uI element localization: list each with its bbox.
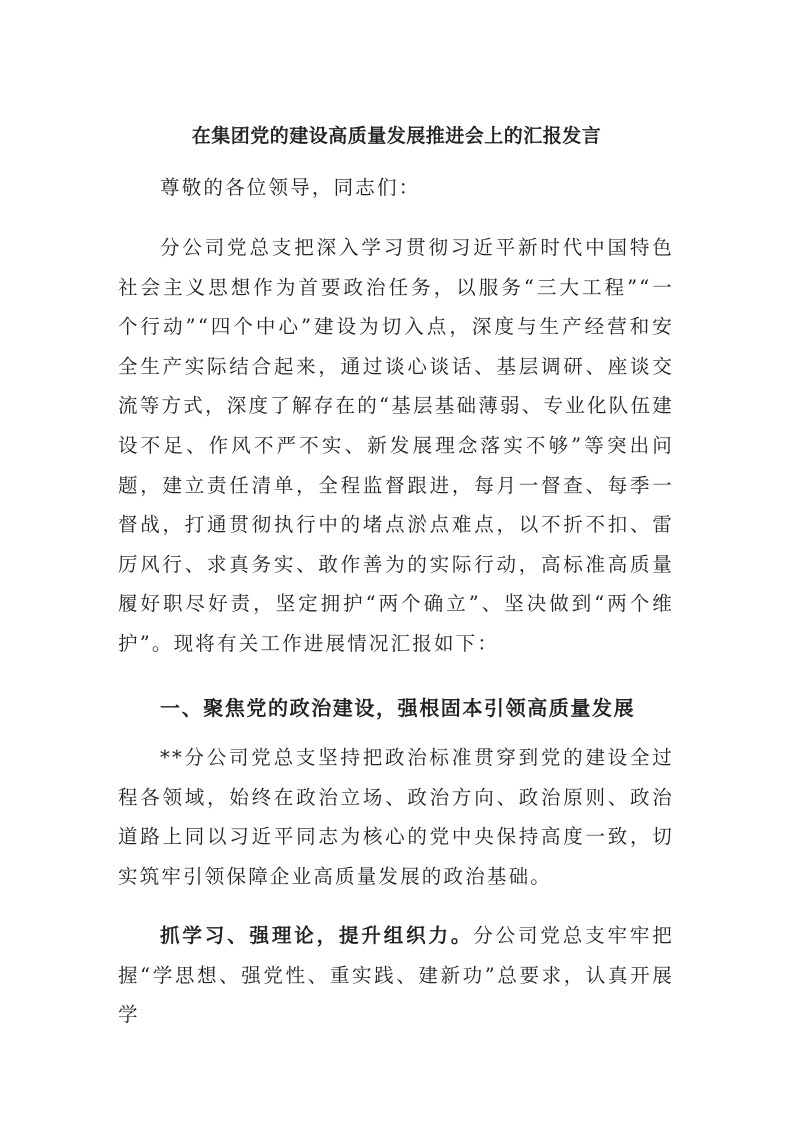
- subparagraph-lead: 抓学习、强理论，提升组织力。: [160, 924, 474, 947]
- subparagraph-text: 分公司党总支牢牢把握“学思想、强党性、重实践、建新功”总要求，认真开展学: [118, 924, 674, 1027]
- intro-paragraph: 分公司党总支把深入学习贯彻习近平新时代中国特色社会主义思想作为首要政治任务，以服务“三大工程”“一个行动”“四个中心”建设为切入点，深度与生产经营和安全生产实际结合起来，通过谈心谈话、基层调研、座谈交流等方式，深度了解存在的“基层基础薄弱、专业化队伍建设不足、作风不严不实、新发展理念落实不够”等突出问题，建立责任清单，全程监督跟进，每月一督查、每季一督战，打通贯彻执行中的堵点淤点难点，以不折不扣、雷厉风行、求真务实、敢作善为的实际行动，高标准高质量履好职尽好责，坚定拥护“两个确立”、坚决做到“两个维护”。现将有关工作进展情况汇报如下：: [118, 236, 674, 655]
- document-title: 在集团党的建设高质量发展推进会上的汇报发言: [191, 125, 602, 147]
- section-1-subparagraph: [118, 916, 674, 1035]
- salutation: 尊敬的各位领导，同志们：: [160, 176, 421, 199]
- section-heading-1: 一、聚焦党的政治建设，强根固本引领高质量发展: [160, 696, 636, 720]
- section-1-paragraph: **分公司党总支坚持把政治标准贯穿到党的建设全过程各领域，始终在政治立场、政治方向、政治原则、政治道路上同以习近平同志为核心的党中央保持高度一致，切实筑牢引领保障企业高质量发展的政治基础。: [118, 746, 674, 888]
